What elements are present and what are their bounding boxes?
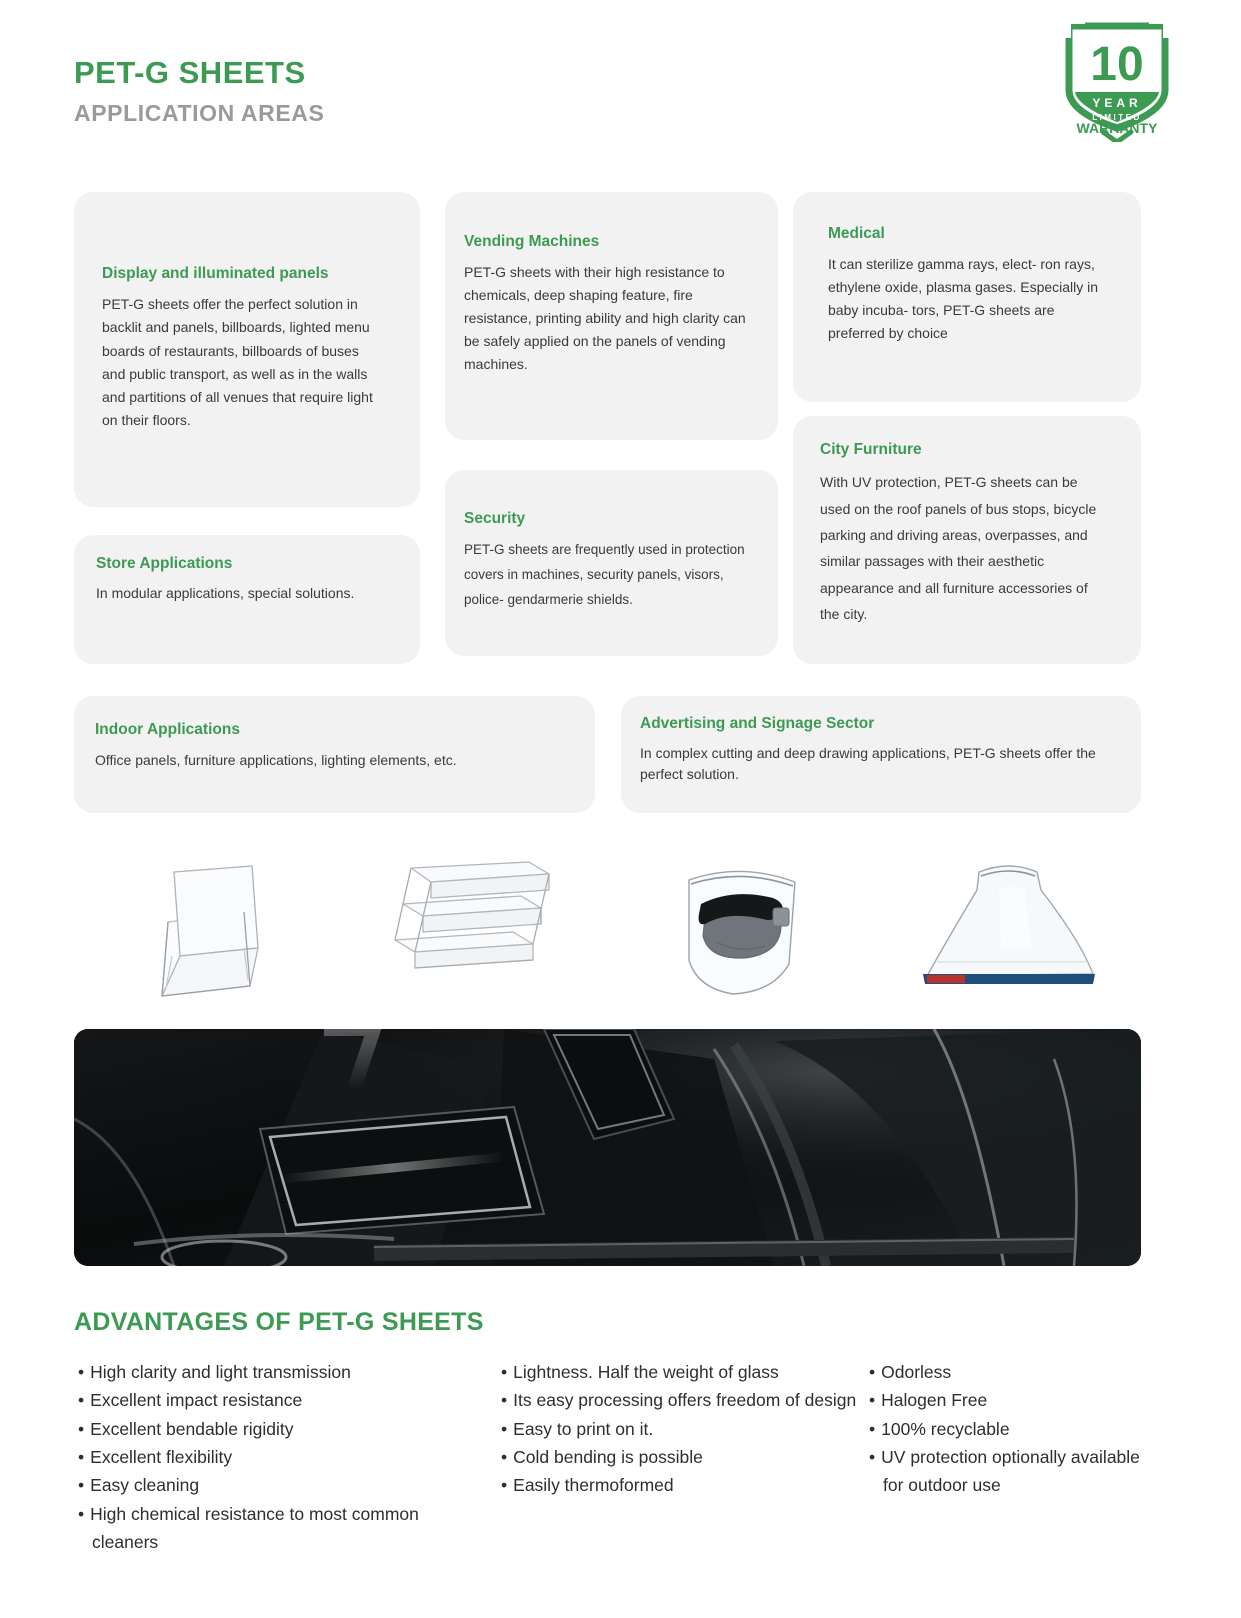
card-security — [445, 470, 778, 656]
advantage-label: High clarity and light transmission — [90, 1362, 351, 1382]
advantage-item — [78, 1358, 489, 1386]
bullet-icon: • — [869, 1447, 876, 1468]
page-subtitle: APPLICATION AREAS — [74, 99, 325, 126]
bullet-icon: • — [501, 1390, 508, 1411]
advantage-item — [78, 1500, 489, 1557]
product-image-transparent-dome-cover — [874, 838, 1141, 1006]
advantages-list — [869, 1358, 1141, 1500]
bullet-icon: • — [78, 1418, 85, 1439]
bullet-icon: • — [501, 1475, 508, 1496]
advantages-column-1 — [74, 1358, 489, 1556]
product-image-strip — [74, 838, 1141, 1006]
advantage-label: Excellent bendable rigidity — [90, 1418, 294, 1439]
advantages-column-3 — [859, 1358, 1141, 1556]
bullet-icon: • — [501, 1447, 508, 1468]
card-store-applications — [74, 535, 420, 664]
page-header — [74, 55, 974, 126]
advantages-list — [78, 1358, 489, 1556]
advantage-label: High chemical resistance to most common cleaners — [90, 1503, 419, 1553]
card-title: Advertising and Signage Sector — [640, 715, 875, 732]
advantage-label: Cold bending is possible — [513, 1447, 703, 1468]
product-image-tiered-display-riser — [341, 838, 608, 1006]
card-indoor-applications — [74, 696, 595, 813]
product-image-brochure-holder — [74, 838, 341, 1006]
bullet-icon: • — [869, 1390, 876, 1411]
advantage-item — [78, 1386, 489, 1414]
advantage-label: UV protection optionally available for outdoor use — [881, 1447, 1140, 1496]
advantage-item — [501, 1358, 859, 1386]
advantage-item — [78, 1415, 489, 1443]
advantage-label: Halogen Free — [881, 1390, 988, 1411]
bullet-icon: • — [869, 1362, 876, 1382]
advantage-label: Excellent flexibility — [90, 1447, 233, 1468]
advantage-label: Easy cleaning — [90, 1475, 200, 1496]
card-title: Indoor Applications — [95, 721, 240, 738]
advantage-item — [869, 1415, 1141, 1443]
card-title: Security — [464, 510, 526, 527]
advantage-label: Its easy processing offers freedom of design — [513, 1390, 857, 1411]
bullet-icon: • — [501, 1418, 508, 1439]
advantage-label: Odorless — [881, 1362, 952, 1382]
bullet-icon: • — [78, 1447, 85, 1468]
page-title: PET-G SHEETS — [74, 55, 306, 90]
advantages-column-2 — [489, 1358, 859, 1556]
card-body: In modular applications, special solutions. — [96, 585, 355, 602]
bullet-icon: • — [78, 1390, 85, 1411]
advantage-label: Easy to print on it. — [513, 1418, 654, 1439]
card-body: PET-G sheets offer the perfect solution in backlit and panels, billboards, lighted menu boards of restaurants, billboards of buses and public transport, as well as in the walls and partitions of all venues that require light on their floors. — [102, 296, 373, 428]
advantages-title: ADVANTAGES OF PET-G SHEETS — [74, 1308, 484, 1336]
product-image-face-shield — [608, 838, 875, 1006]
badge-warranty-label: WARRANTY — [1076, 120, 1158, 136]
advantage-item — [501, 1386, 859, 1414]
advantage-item — [78, 1443, 489, 1471]
advantage-item — [501, 1443, 859, 1471]
card-title: Medical — [828, 225, 885, 242]
advantage-label: Excellent impact resistance — [90, 1390, 303, 1411]
bullet-icon: • — [501, 1362, 508, 1382]
advantage-item — [869, 1443, 1141, 1500]
advantage-item — [869, 1358, 1141, 1386]
bullet-icon: • — [869, 1418, 876, 1439]
advantage-label: Lightness. Half the weight of glass — [513, 1362, 779, 1382]
card-advertising-and-signage-sector — [621, 696, 1141, 813]
card-body: In complex cutting and deep drawing applications, PET-G sheets offer the perfect solution. — [640, 745, 1096, 783]
card-city-furniture — [793, 416, 1141, 664]
card-body: PET-G sheets with their high resistance to chemicals, deep shaping feature, fire resistance, printing ability and high clarity can be safely applied on the panels of vending machines. — [464, 264, 746, 372]
bullet-icon: • — [78, 1362, 85, 1382]
advantage-label: Easily thermoformed — [513, 1475, 674, 1496]
card-body: PET-G sheets are frequently used in protection covers in machines, security panels, visors, police- gendarmerie shields. — [464, 542, 745, 608]
card-body: Office panels, furniture applications, lighting elements, etc. — [95, 752, 457, 769]
card-body: It can sterilize gamma rays, elect- ron rays, ethylene oxide, plasma gases. Especially in baby incuba- tors, PET-G sheets are preferred by choice — [828, 256, 1099, 341]
advantages-list — [501, 1358, 859, 1500]
card-medical — [793, 192, 1141, 402]
card-title: Vending Machines — [464, 233, 600, 250]
bullet-icon: • — [78, 1503, 85, 1524]
card-display-and-illuminated-panels — [74, 192, 420, 507]
warranty-badge-icon — [1061, 14, 1173, 142]
advantage-label: 100% recyclable — [881, 1418, 1010, 1439]
card-title: City Furniture — [820, 441, 922, 458]
advantage-item — [501, 1471, 859, 1499]
hero-image-thermoformed-black-panel — [74, 1029, 1141, 1266]
card-vending-machines — [445, 192, 778, 440]
advantage-item — [78, 1471, 489, 1499]
advantage-item — [869, 1386, 1141, 1414]
card-body: With UV protection, PET-G sheets can be used on the roof panels of bus stops, bicycle parking and driving areas, overpasses, and similar passages with their aesthetic appearance and all furniture accessories of the city. — [820, 474, 1097, 622]
card-title: Store Applications — [96, 555, 233, 572]
badge-year-label: YEAR — [1092, 96, 1142, 110]
bullet-icon: • — [78, 1475, 85, 1496]
card-title: Display and illuminated panels — [102, 265, 329, 282]
advantages-columns — [74, 1358, 1141, 1556]
advantage-item — [501, 1415, 859, 1443]
badge-number: 10 — [1090, 38, 1144, 91]
badge-limited-label: LIMITED — [1092, 113, 1142, 122]
